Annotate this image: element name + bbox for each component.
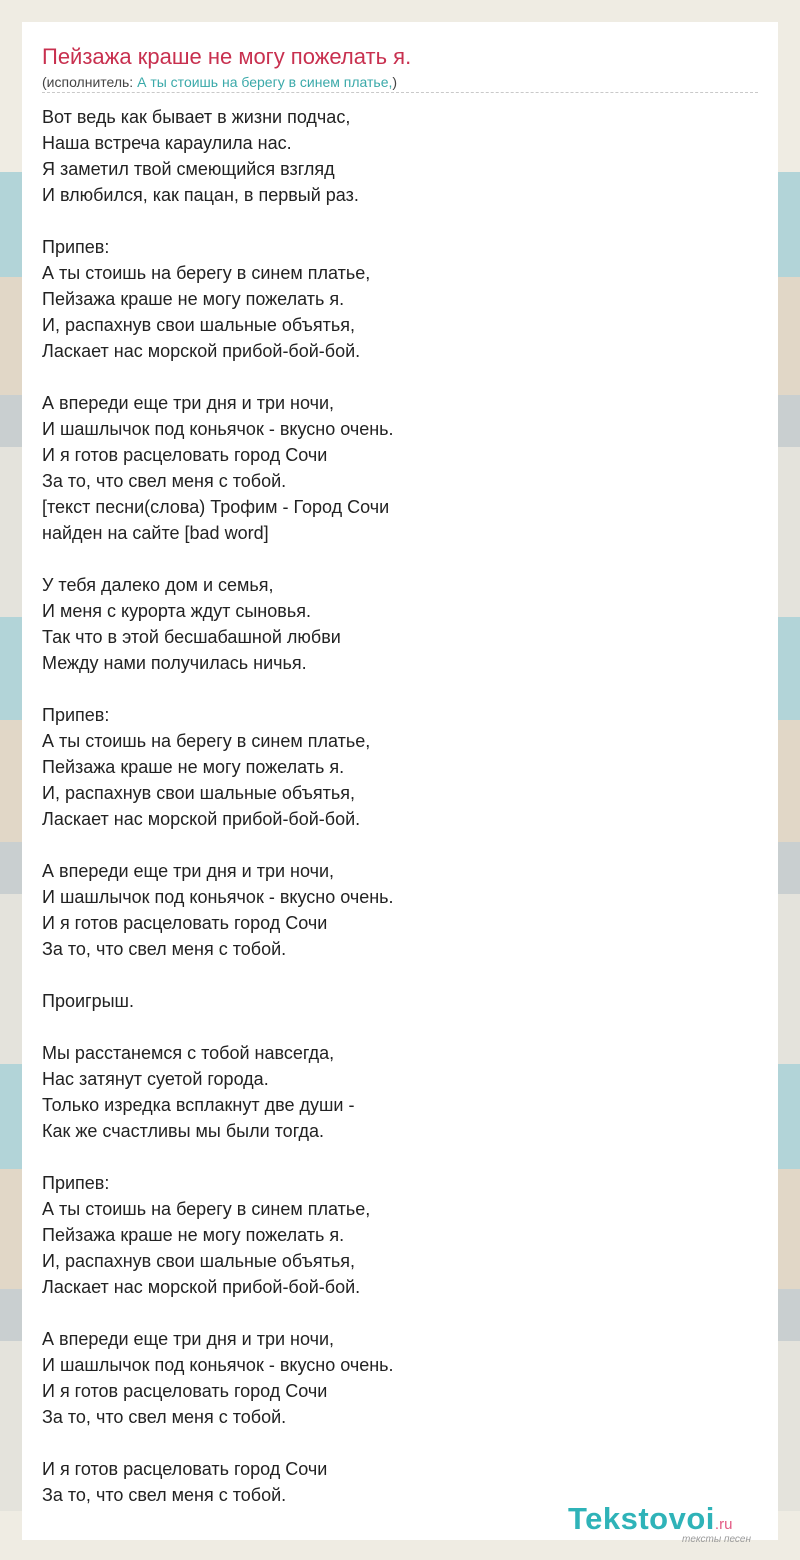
lyrics-text: Вот ведь как бывает в жизни подчас, Наша встреча караулила нас. Я заметил твой смеющийся взгляд И влюбился, как пацан, в первый раз. Припев: А ты стоишь на берегу в синем платье, Пейзажа краше не могу пожелать я. И, распахнув свои шальные объятья, Ласкает нас морской прибой-бой-бой. А впереди еще три дня и три ночи, И шашлычок под коньячок - вкусно очень. И я готов расцеловать город Сочи За то, что свел меня с тобой. [текст песни(слова) Трофим - Город Сочи найден на сайте [bad word] У тебя далеко дом и семья, И меня с курорта ждут сыновья. Так что в этой бесшабашной любви Между нами получилась ничья. Припев: А ты стоишь на берегу в синем платье, Пейзажа краше не могу пожелать я. И, распахнув свои шальные объятья, Ласкает нас морской прибой-бой-бой. А впереди еще три дня и три ночи, И шашлычок под коньячок - вкусно очень. И я готов расцеловать город Сочи За то, что свел меня с тобой. Проигрыш. Мы расстанемся с тобой навсегда, Нас затянут суетой города. Только изредка всплакнут две души - Как же счастливы мы были тогда. Припев: А ты стоишь на берегу в синем платье, Пейзажа краше не могу пожелать я. И, распахнув свои шальные объятья, Ласкает нас морской прибой-бой-бой. А впереди еще три дня и три ночи, И шашлычок под коньячок - вкусно очень. И я готов расцеловать город Сочи За то, что свел меня с тобой. И я готов расцеловать город Сочи За то, что свел меня с тобой. — [42, 107, 394, 1505]
site-logo[interactable] — [568, 1501, 778, 1545]
performer-line — [42, 74, 397, 90]
header-divider — [42, 92, 758, 93]
performer-close: ) — [392, 74, 398, 90]
performer-label: (исполнитель: — [42, 74, 138, 90]
song-title: Пейзажа краше не могу пожелать я. — [42, 44, 412, 69]
logo-tld: .ru — [714, 1516, 733, 1533]
performer-link[interactable]: А ты стоишь на берегу в синем платье, — [137, 74, 393, 90]
logo-main-text: Tekstovoi — [568, 1501, 715, 1536]
lyrics-card — [22, 22, 778, 1545]
logo-tagline: тексты песен — [682, 1534, 751, 1545]
